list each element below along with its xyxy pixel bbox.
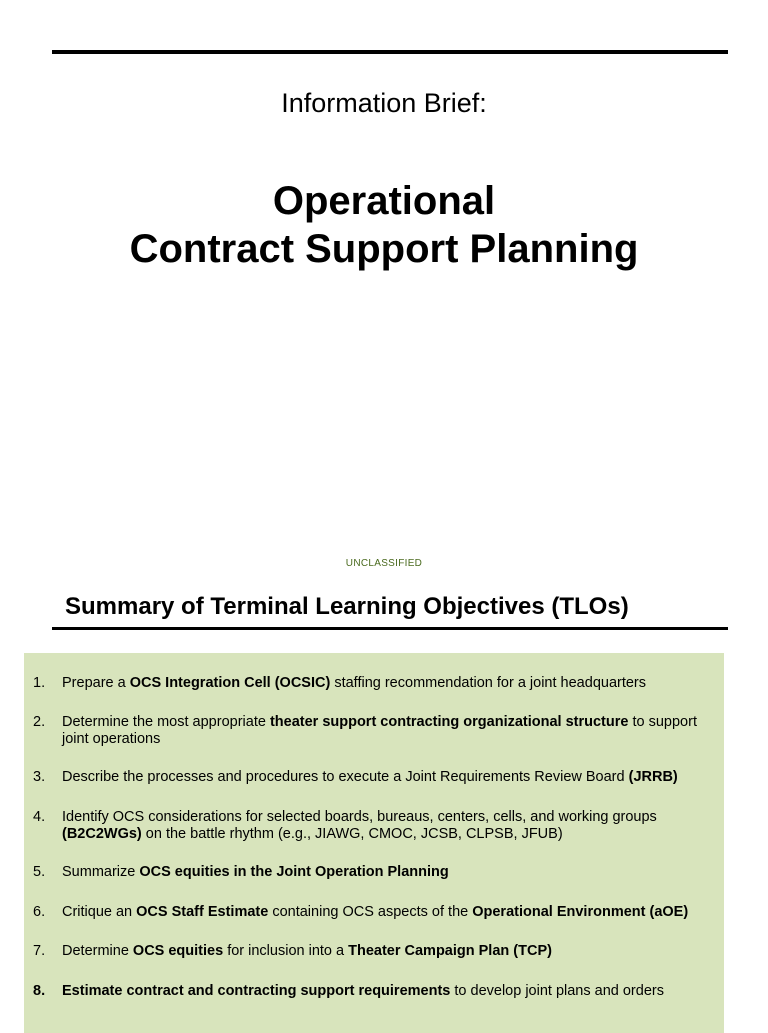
brief-label: Information Brief: (281, 88, 487, 118)
objective-text (62, 904, 722, 921)
objective-number: 5. (33, 864, 46, 880)
top-rule (52, 50, 728, 54)
objective-text (62, 714, 722, 748)
objective-text-part: Identify OCS considerations for selected boards, bureaus, centers, cells, and working groups (62, 809, 657, 825)
objective-emphasis: Theater Campaign Plan (TCP) (348, 943, 552, 959)
objective-text (62, 809, 722, 843)
objective-number: 8. (33, 983, 46, 999)
tlo-summary-title: Summary of Terminal Learning Objectives (TLOs) (65, 593, 629, 620)
objective-emphasis: theater support contracting organizational structure (269, 714, 629, 730)
objective-text-part: Summarize (62, 864, 140, 880)
slide-title (0, 177, 768, 273)
objective-emphasis: Operational Environment (aOE) (472, 904, 689, 920)
objective-text-part: Determine (62, 943, 133, 959)
objective-emphasis: (B2C2WGs) (62, 826, 142, 842)
objective-text (62, 943, 722, 960)
objective-text-part: to support joint operations (62, 714, 697, 747)
objective-text (62, 983, 722, 1000)
objective-number: 6. (33, 904, 46, 920)
objective-emphasis: OCS Staff Estimate (136, 904, 269, 920)
objective-text-part: to develop joint plans and orders (450, 983, 664, 999)
title-line-1: Operational (272, 179, 496, 223)
objective-text-part: staffing recommendation for a joint headquarters (330, 675, 647, 691)
objective-text-part: Describe the processes and procedures to execute a Joint Requirements Review Board (62, 769, 629, 785)
objective-text-part: Determine the most appropriate (62, 714, 270, 730)
objective-text-part: Critique an (62, 904, 137, 920)
objective-number: 4. (33, 809, 46, 825)
objective-text (62, 769, 722, 786)
objective-number: 7. (33, 943, 46, 959)
classification-label: UNCLASSIFIED (345, 558, 423, 569)
objective-emphasis: Estimate contract and contracting support requirements (62, 983, 451, 999)
section-rule (52, 627, 728, 630)
objective-emphasis: (JRRB) (628, 769, 678, 785)
objective-emphasis: OCS equities in the Joint Operation Planning (139, 864, 449, 880)
objective-text (62, 675, 722, 692)
objective-text-part: Prepare a (62, 675, 130, 691)
objective-text-part: on the battle rhythm (e.g., JIAWG, CMOC, JCSB, CLPSB, JFUB) (141, 826, 563, 842)
objective-emphasis: OCS equities (132, 943, 224, 959)
objective-number: 3. (33, 769, 46, 785)
objective-number: 1. (33, 675, 46, 691)
objective-number: 2. (33, 714, 46, 730)
objective-text-part: containing OCS aspects of the (268, 904, 473, 920)
objective-text-part: for inclusion into a (223, 943, 349, 959)
title-line-2: Contract Support Planning (129, 227, 639, 271)
objective-emphasis: OCS Integration Cell (OCSIC) (129, 675, 331, 691)
objective-text (62, 864, 722, 881)
objectives-panel (24, 653, 724, 1033)
